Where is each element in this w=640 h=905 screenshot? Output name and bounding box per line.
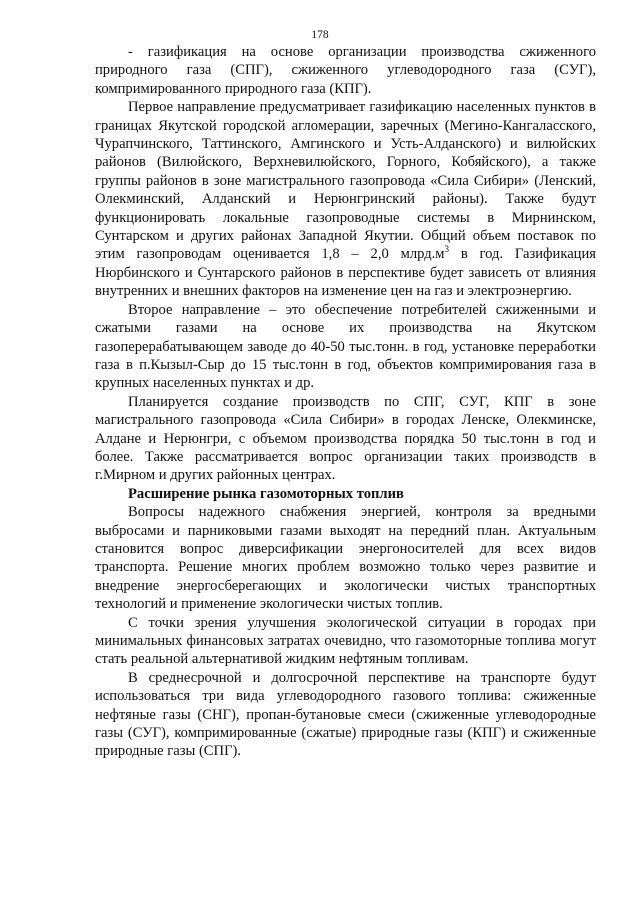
- paragraph-second-direction: Второе направление – это обеспечение потребителей сжиженными и сжатыми газами на основе их производства на Якутском газоперерабатывающем заводе до 40-50 тыс.тонн. в год, установке переработки газа в п.Кызыл-Сыр до 15 тыс.тонн в год, объектов компримирования газа в крупных населенных пунктах и др.: [95, 301, 596, 392]
- document-body: [95, 43, 596, 761]
- paragraph-fuel-types: В среднесрочной и долгосрочной перспективе на транспорте будут использоваться три вида углеводородного газового топлива: сжиженные нефтяные газы (СНГ), пропан-бутановые смеси (сжиженные углеводородные газы (СУГ), компримированные (сжатые) природные газы (КПГ) и сжиженные природные газы (СПГ).: [95, 669, 596, 760]
- page-number: 178: [311, 29, 329, 41]
- paragraph-gasification-bullet: - газификация на основе организации производства сжиженного природного газа (СПГ), сжиженного углеводородного газа (СУГ), компримированного природного газа (КПГ).: [95, 44, 596, 97]
- paragraph-energy-supply: Вопросы надежного снабжения энергией, контроля за вредными выбросами и парниковыми газами выходят на передний план. Актуальным становится вопрос диверсификации энергоносителей для всех видов транспорта. Решение многих проблем возможно только через развитие и внедрение энергосберегающих и экологически чистых транспортных технологий и применение экологически чистых топлив.: [95, 504, 596, 613]
- paragraph-first-direction-text: Первое направление предусматривает газификацию населенных пунктов в границах Якутской городской агломерации, заречных (Мегино-Кангаласского, Чурапчинского, Таттинского, Амгинского и Усть-Алданского) и вилюйских районов (Вилюйского, Верхневилюйского, Горного, Кобяйского), а также группы районов в зоне магистрального газопровода «Сила Сибири» (Ленский, Олекминский, Алданский и Нерюнгринский районы). Также будут функционировать локальные газопроводные системы в Мирнинском, Сунтарском и других районах Западной Якутии. Общий объем поставок по этим газопроводам оценивается 1,8 – 2,0 млрд.м: [95, 99, 596, 263]
- paragraph-first-direction-text-end: в год. Газификация Нюрбинского и Сунтарского районов в перспективе будет зависеть от влияния внутренних и внешних факторов на изменение цен на газ и электроэнергию.: [95, 246, 596, 300]
- section-heading: Расширение рынка газомоторных топлив: [128, 485, 404, 502]
- cubic-superscript: 3: [444, 244, 450, 255]
- paragraph-planned-production: Планируется создание производств по СПГ, СУГ, КПГ в зоне магистрального газопровода «Сила Сибири» в городах Ленске, Олекминске, Алдане и Нерюнгри, с объемом производства порядка 50 тыс.тонн в год и более. Также рассматривается вопрос организации таких производств в г.Мирном и других районных центрах.: [95, 393, 596, 484]
- paragraph-first-direction: [95, 98, 596, 300]
- paragraph-ecology: С точки зрения улучшения экологической ситуации в городах при минимальных финансовых затратах очевидно, что газомоторные топлива могут стать реальной альтернативой жидким нефтяным топливам.: [95, 614, 596, 668]
